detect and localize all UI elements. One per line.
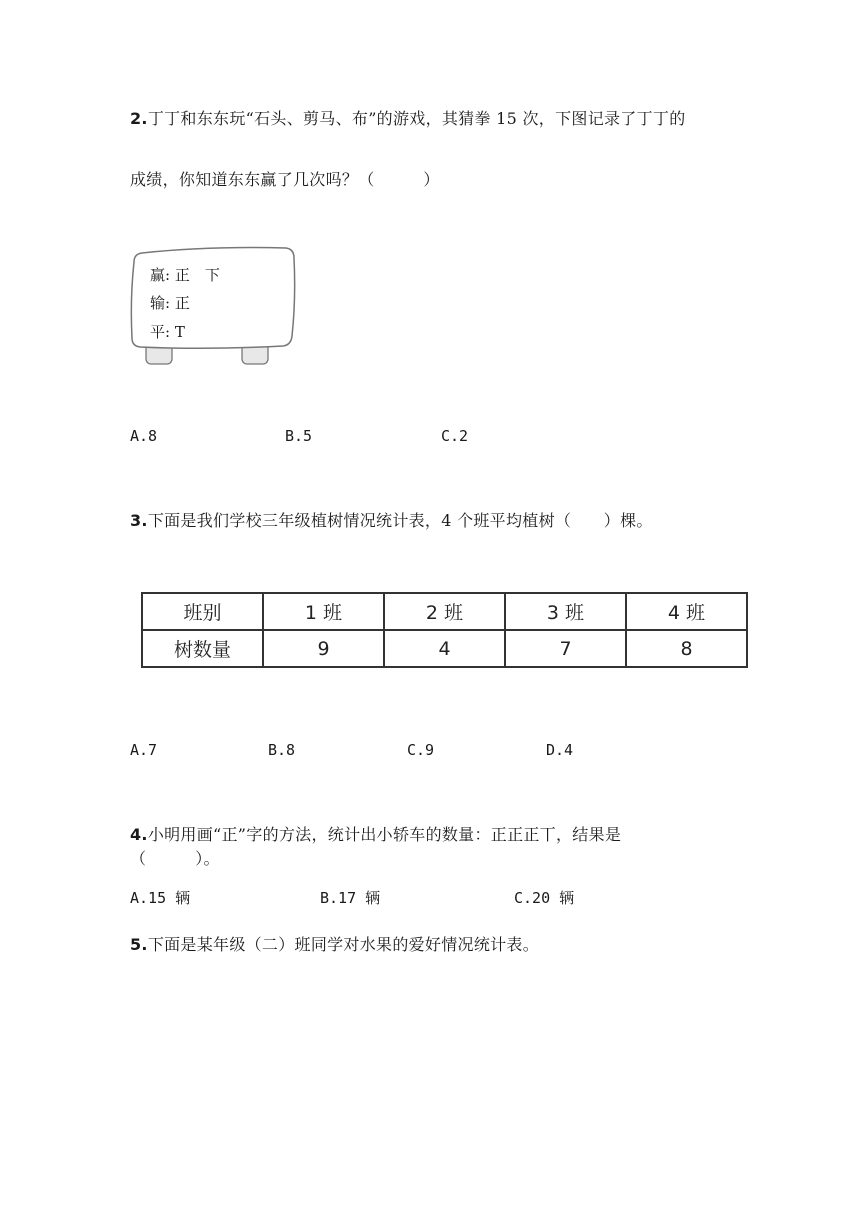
q3-option-b[interactable]: B.8 [268,741,296,759]
q5-text: 下面是某年级（二）班同学对水果的爱好情况统计表。 [147,935,540,954]
table-cell: 树数量 [142,630,263,667]
table-cell: 9 [263,630,384,667]
q4-option-a[interactable]: A.15 辆 [130,889,191,907]
q2-option-a[interactable]: A.8 [130,427,158,445]
q2-option-c[interactable]: C.2 [441,427,469,445]
table-cell: 7 [505,630,626,667]
q3-option-d[interactable]: D.4 [546,741,574,759]
q3-number: 3. [130,511,148,530]
q5-line [130,932,539,955]
q4-option-c[interactable]: C.20 辆 [514,889,575,907]
tally-row-lose [150,292,190,313]
q4-text-line1: 小明用画“正”字的方法，统计出小轿车的数量：正正正丅，结果是 [147,825,622,844]
tally-marks-tie: T [174,323,185,341]
tally-label-win: 赢: [150,266,171,284]
q4-number: 4. [130,825,148,844]
q3-line [130,508,653,531]
tally-marks-win: 正 下 [174,266,220,284]
tally-label-tie: 平: [150,323,171,341]
tally-row-tie [150,321,185,342]
q5-number: 5. [130,935,148,954]
table-cell: 4 [384,630,505,667]
table-cell: 2 班 [384,593,505,630]
table-cell: 3 班 [505,593,626,630]
q2-text-line2: 成绩，你知道东东赢了几次吗？（ ） [130,170,440,189]
table-row [142,630,747,667]
table-cell: 8 [626,630,747,667]
q4-option-b[interactable]: B.17 辆 [320,889,381,907]
table-cell: 班别 [142,593,263,630]
q3-text: 下面是我们学校三年级植树情况统计表，4 个班平均植树（ ）棵。 [147,511,653,530]
q3-option-c[interactable]: C.9 [407,741,435,759]
q2-text-line1: 丁丁和东东玩“石头、剪马、布”的游戏，其猜拳 15 次，下图记录了丁丁的 [147,109,686,128]
q4-text-line2: （ ）。 [130,849,220,868]
tally-row-win [150,264,220,285]
q2-option-b[interactable]: B.5 [285,427,313,445]
tree-count-table [141,592,748,668]
q2-number: 2. [130,109,148,128]
q3-option-a[interactable]: A.7 [130,741,158,759]
tally-label-lose: 输: [150,294,171,312]
table-cell: 1 班 [263,593,384,630]
tally-marks-lose: 正 [174,294,190,312]
table-header-row [142,593,747,630]
q4-line1 [130,822,621,845]
q2-line1 [130,106,686,129]
table-cell: 4 班 [626,593,747,630]
